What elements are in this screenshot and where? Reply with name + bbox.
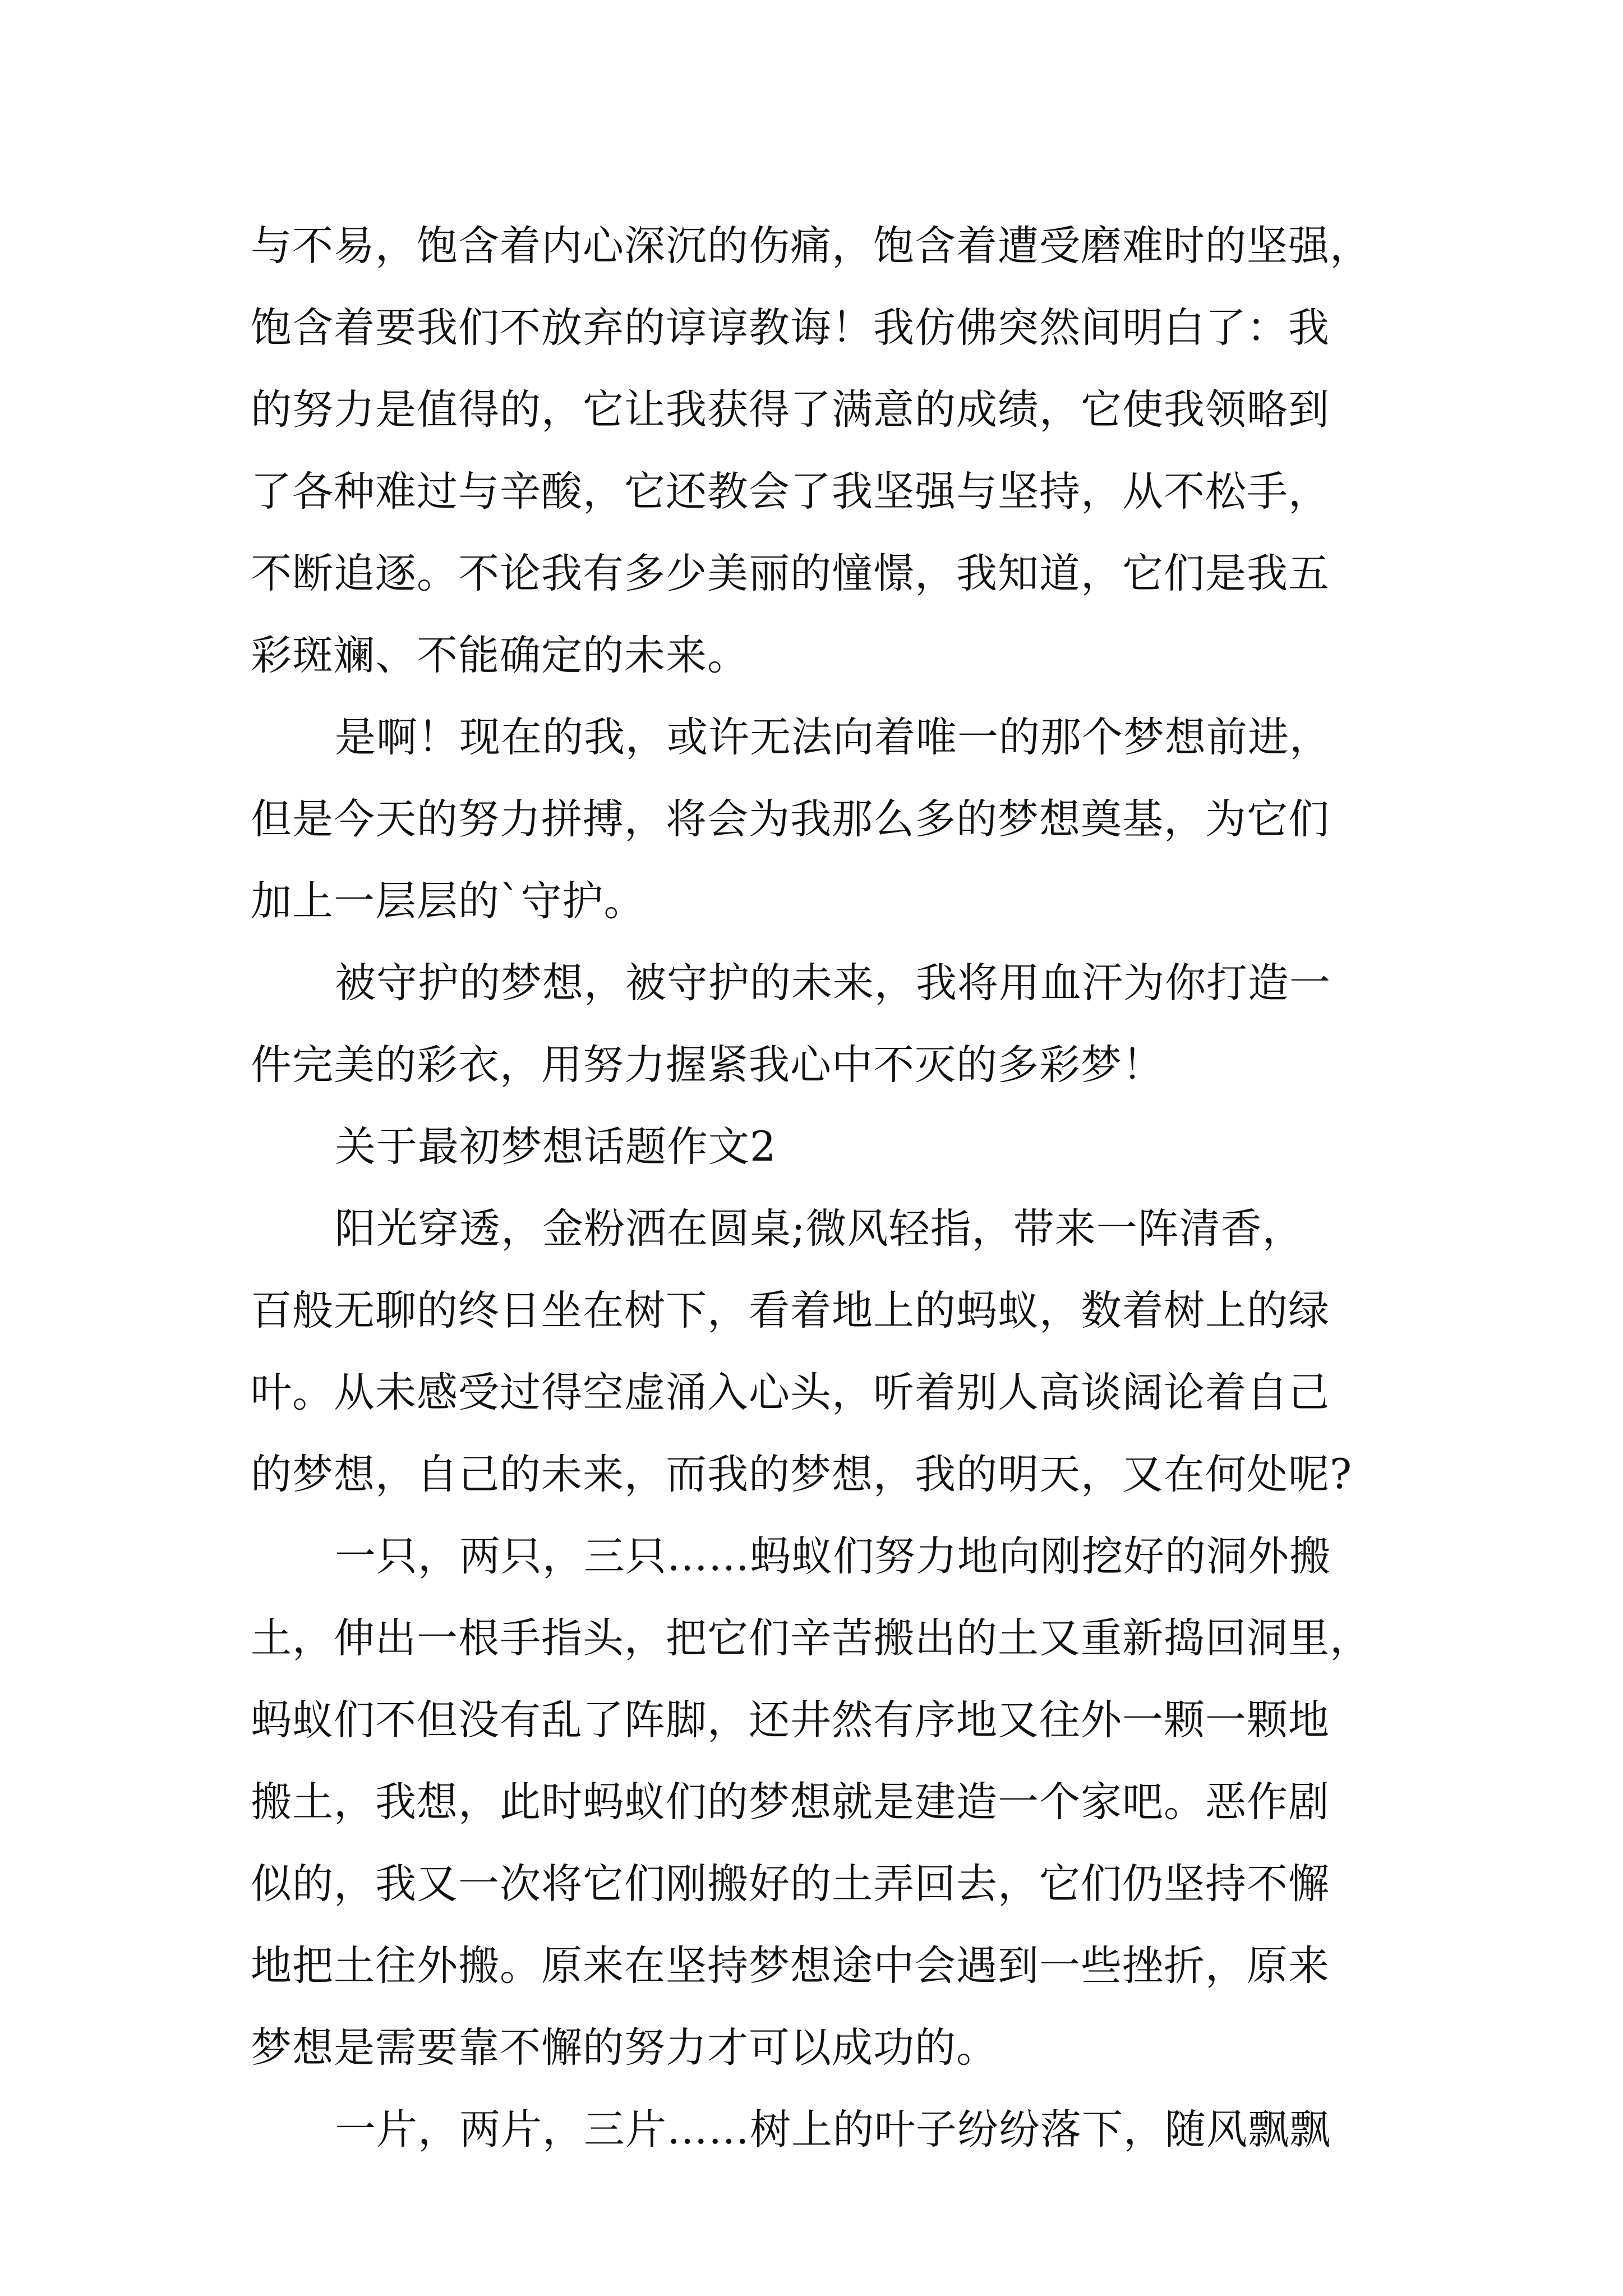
text-line: 与不易，饱含着内心深沉的伤痛，饱含着遭受磨难时的坚强，	[251, 222, 1371, 270]
text-line: 不断追逐。不论我有多少美丽的憧憬，我知道，它们是我五	[251, 550, 1330, 597]
text-line: 彩斑斓、不能确定的未来。	[251, 632, 749, 679]
text-line: 了各种难过与辛酸，它还教会了我坚强与坚持，从不松手，	[251, 468, 1330, 516]
text-line: 似的，我又一次将它们刚搬好的土弄回去，它们仍坚持不懈	[251, 1860, 1330, 1908]
paragraph-start-line: 阳光穿透，金粉洒在圆桌;微风轻指，带来一阵清香，	[335, 1205, 1304, 1253]
text-line: 梦想是需要靠不懈的努力才可以成功的。	[251, 2024, 998, 2072]
paragraph-start-line: 一只，两只，三只……蚂蚁们努力地向刚挖好的洞外搬	[335, 1533, 1331, 1580]
paragraph-start-line: 被守护的梦想，被守护的未来，我将用血汗为你打造一	[335, 959, 1331, 1007]
text-line: 饱含着要我们不放弃的谆谆教诲！我仿佛突然间明白了：我	[251, 304, 1330, 352]
text-line: 百般无聊的终日坐在树下，看着地上的蚂蚁，数着树上的绿	[251, 1287, 1330, 1335]
text-line: 地把土往外搬。原来在坚持梦想途中会遇到一些挫折，原来	[251, 1942, 1330, 1990]
paragraph-start-line: 一片，两片，三片……树上的叶子纷纷落下，随风飘飘	[335, 2106, 1331, 2154]
essay-text	[251, 205, 1384, 2171]
paragraph-start-line: 是啊！现在的我，或许无法向着唯一的那个梦想前进，	[335, 714, 1331, 761]
section-heading: 关于最初梦想话题作文2	[335, 1123, 777, 1171]
text-line: 叶。从未感受过得空虚涌入心头，听着别人高谈阔论着自己	[251, 1369, 1330, 1416]
text-line: 但是今天的努力拼搏，将会为我那么多的梦想奠基，为它们	[251, 795, 1330, 843]
text-line: 搬土，我想，此时蚂蚁们的梦想就是建造一个家吧。恶作剧	[251, 1778, 1330, 1826]
text-line: 的努力是值得的，它让我获得了满意的成绩，它使我领略到	[251, 386, 1330, 434]
text-line: 加上一层层的`守护。	[251, 877, 645, 925]
text-line: 的梦想，自己的未来，而我的梦想，我的明天，又在何处呢?	[251, 1451, 1353, 1498]
text-line: 蚂蚁们不但没有乱了阵脚，还井然有序地又往外一颗一颗地	[251, 1696, 1330, 1744]
text-line: 土，伸出一根手指头，把它们辛苦搬出的土又重新捣回洞里，	[251, 1614, 1371, 1662]
text-line: 件完美的彩衣，用努力握紧我心中不灭的多彩梦！	[251, 1041, 1164, 1089]
